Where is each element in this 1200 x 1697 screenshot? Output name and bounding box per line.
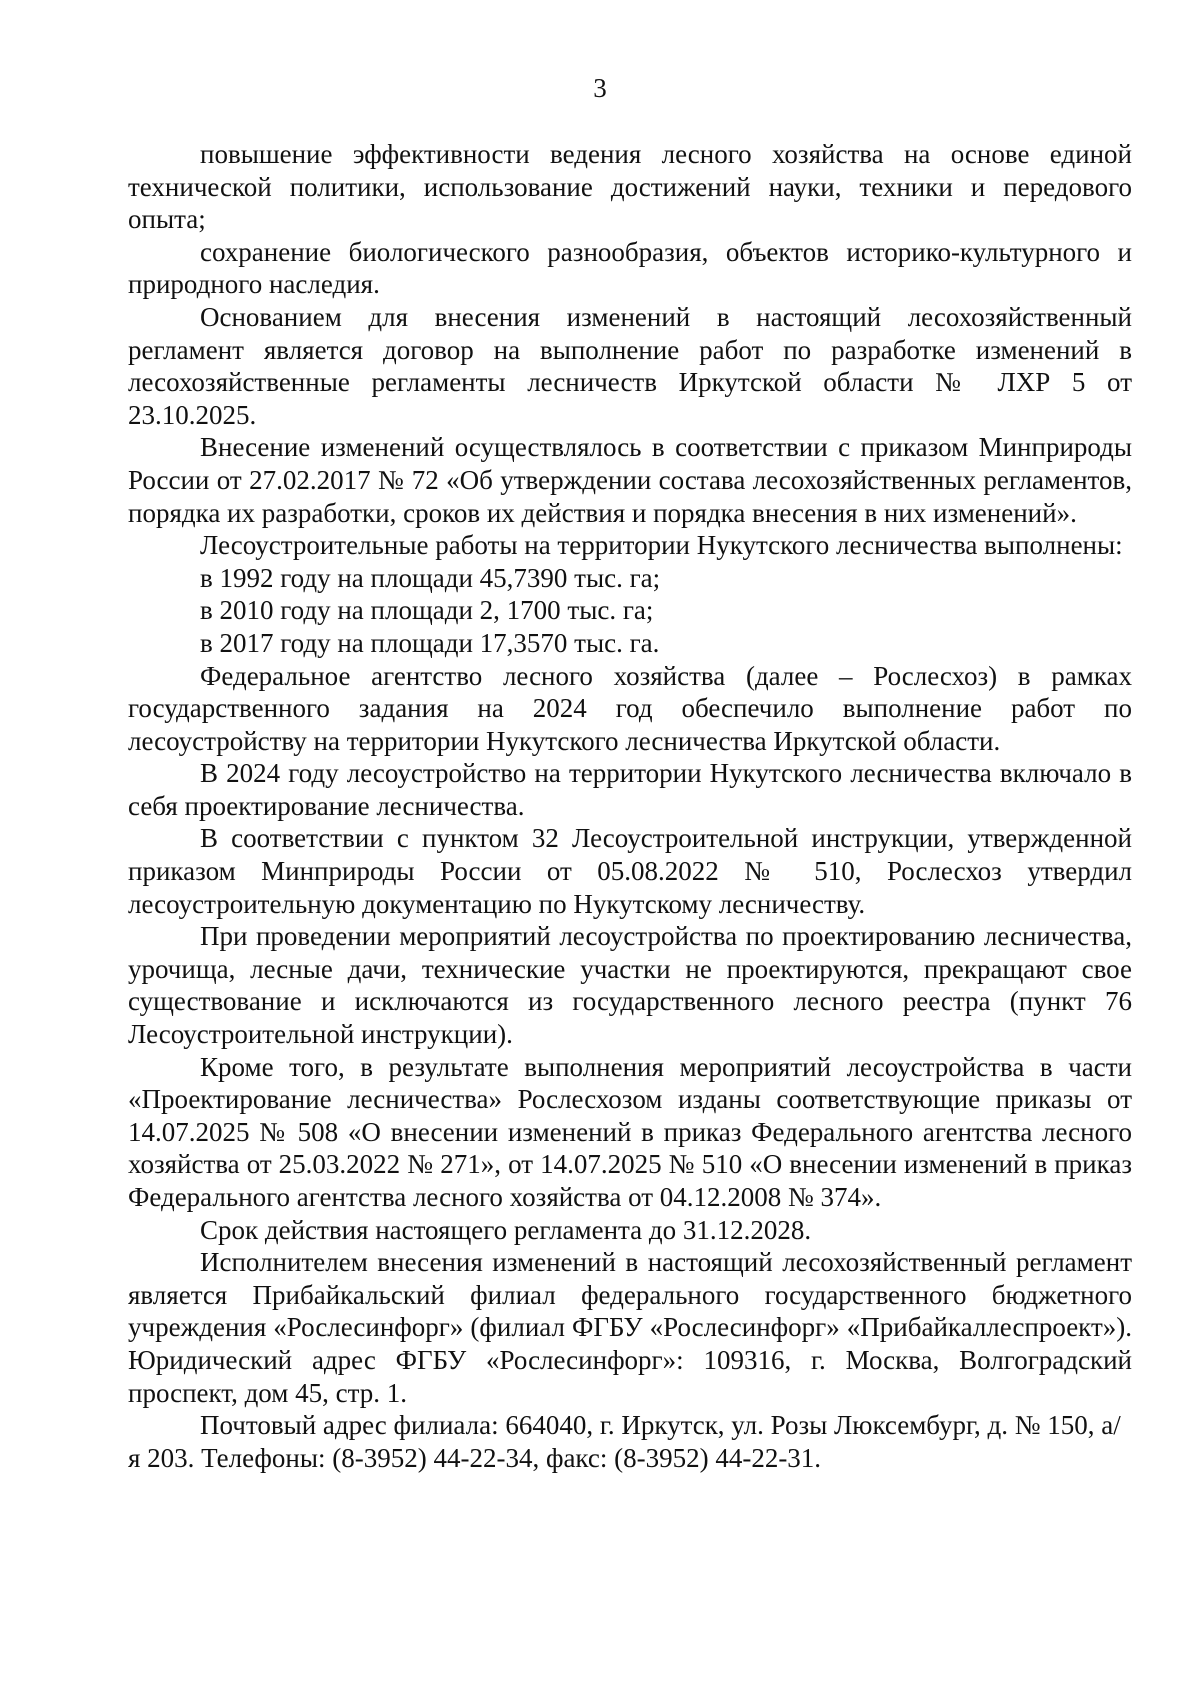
- paragraph-order-compliance: Внесение изменений осуществлялось в соответствии с приказом Минприроды России от 27.02.2017 № 72 «Об утверждении состава лесохозяйственных регламентов, порядка их разработки, сроков их действия и порядка внесения в них изменений».: [128, 432, 1132, 528]
- paragraph-validity-period: Срок действия настоящего регламента до 31.12.2028.: [200, 1214, 812, 1245]
- paragraph-forestry-efficiency: повышение эффективности ведения лесного хозяйства на основе единой технической политики, использование достижений науки, техники и передового опыта;: [128, 139, 1132, 235]
- paragraph-2024-design: В 2024 году лесоустройство на территории Нукутского лесничества включало в себя проектирование лесничества.: [128, 758, 1132, 821]
- paragraph-basis-for-changes: Основанием для внесения изменений в настоящий лесохозяйственный регламент является договор на выполнение работ по разработке изменений в лесохозяйственные регламенты лесничеств Иркутской области № ЛХР 5 от 23.10.2025.: [128, 301, 1132, 430]
- list-item-2010: в 2010 году на площади 2, 1700 тыс. га;: [200, 595, 654, 626]
- document-body: [128, 138, 1132, 1474]
- paragraph-federal-agency: Федеральное агентство лесного хозяйства (далее – Рослесхоз) в рамках государственного задания на 2024 год обеспечило выполнение работ по лесоустройству на территории Нукутского лесничества Иркутской области.: [128, 660, 1132, 756]
- paragraph-instruction-32: В соответствии с пунктом 32 Лесоустроительной инструкции, утвержденной приказом Минприроды России от 05.08.2022 № 510, Рослесхоз утвердил лесоустроительную документацию по Нукутскому лесничеству.: [128, 823, 1132, 919]
- paragraph-biodiversity: сохранение биологического разнообразия, объектов историко-культурного и природного наследия.: [128, 236, 1132, 300]
- page-number: 3: [593, 73, 607, 103]
- paragraph-orders-issued: Кроме того, в результате выполнения мероприятий лесоустройства в части «Проектирование лесничества» Рослесхозом изданы соответствующие приказы от 14.07.2025 № 508 «О внесении изменений в приказ Федерального агентства лесного хозяйства от 25.03.2022 № 271», от 14.07.2025 № 510 «О внесении изменений в приказ Федерального агентства лесного хозяйства от 04.12.2008 № 374».: [128, 1051, 1132, 1212]
- list-item-2017: в 2017 году на площади 17,3570 тыс. га.: [200, 627, 660, 658]
- list-item-1992: в 1992 году на площади 45,7390 тыс. га;: [200, 562, 661, 593]
- paragraph-survey-works: Лесоустроительные работы на территории Нукутского лесничества выполнены:: [200, 530, 1123, 561]
- paragraph-design-measures: При проведении мероприятий лесоустройства по проектированию лесничества, урочища, лесные дачи, технические участки не проектируются, прекращают свое существование и исключаются из государственного лесного реестра (пункт 76 Лесоустроительной инструкции).: [128, 921, 1132, 1050]
- paragraph-postal-address: Почтовый адрес филиала: 664040, г. Иркутск, ул. Розы Люксембург, д. № 150, а/я 203. Телефоны: (8-3952) 44-22-34, факс: (8-3952) 44-22-31.: [128, 1410, 1121, 1473]
- paragraph-executor: Исполнителем внесения изменений в настоящий лесохозяйственный регламент является Прибайкальский филиал федерального государственного бюджетного учреждения «Рослесинфорг» (филиал ФГБУ «Рослесинфорг» «Прибайкаллеспроект»). Юридический адрес ФГБУ «Рослесинфорг»: 109316, г. Москва, Волгоградский проспект, дом 45, стр. 1.: [128, 1247, 1132, 1408]
